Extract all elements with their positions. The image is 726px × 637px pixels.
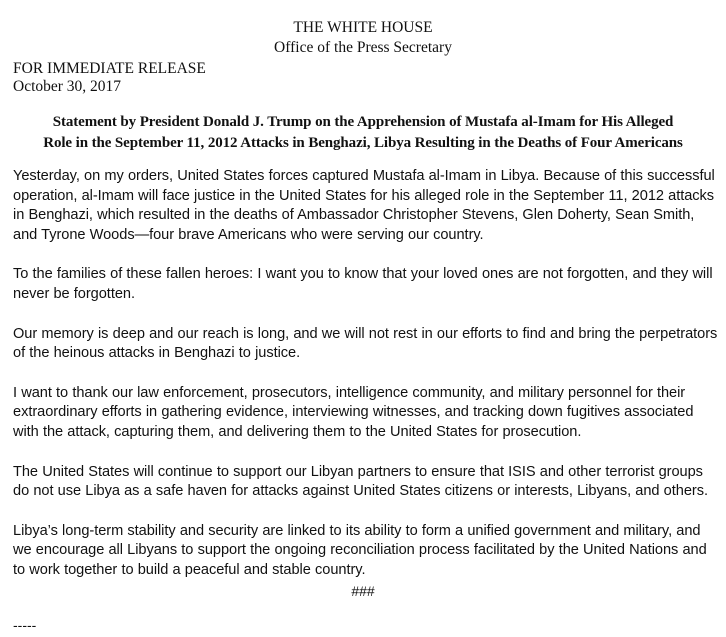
paragraph-capture: Yesterday, on my orders, United States forces captured Mustafa al-Imam in Libya. Because of this successful operation, al-Imam will face justice in the United States for his alleged role in the September 11, 2012 attacks in Benghazi, which resulted in the deaths of Ambassador Christopher Stevens, Glen Doherty, Sean Smith, and Tyrone Woods—four brave Americans who were serving our country.: [13, 168, 715, 243]
paragraph-support: The United States will continue to support our Libyan partners to ensure that ISIS and other terrorist groups do not use Libya as a safe haven for attacks against United States citizens or interests, Libyans, and others.: [13, 463, 708, 500]
release-info: [13, 60, 206, 96]
release-label: FOR IMMEDIATE RELEASE: [13, 60, 206, 77]
end-mark: ###: [351, 583, 375, 599]
release-date: October 30, 2017: [13, 78, 122, 95]
document-header: [0, 18, 726, 58]
footer-divider: -----: [13, 617, 37, 633]
paragraph-thanks: I want to thank our law enforcement, prosecutors, intelligence community, and military personnel for their extraordinary efforts in gathering evidence, interviewing witnesses, and tracking down fugitives associated with the attack, capturing them, and delivering them to the United States for prosecution.: [13, 384, 694, 440]
title-line-1: Statement by President Donald J. Trump on the Apprehension of Mustafa al-Imam for His Alleged: [52, 114, 674, 130]
paragraph-stability: Libya’s long-term stability and security are linked to its ability to form a unified government and military, and we encourage all Libyans to support the ongoing reconciliation process facilitated by the United Nations and to work together to build a peaceful and stable country.: [13, 522, 707, 578]
office-name: Office of the Press Secretary: [274, 39, 452, 56]
organization-name: THE WHITE HOUSE: [293, 19, 433, 36]
paragraph-memory: Our memory is deep and our reach is long, and we will not rest in our efforts to find and bring the perpetrators of the heinous attacks in Benghazi to justice.: [13, 325, 718, 362]
title-line-2: Role in the September 11, 2012 Attacks in Benghazi, Libya Resulting in the Deaths of Four Americans: [43, 135, 683, 151]
statement-title: [8, 112, 718, 154]
paragraph-families: To the families of these fallen heroes: I want you to know that your loved ones are not forgotten, and they will never be forgotten.: [13, 266, 713, 302]
statement-body: [13, 167, 718, 601]
